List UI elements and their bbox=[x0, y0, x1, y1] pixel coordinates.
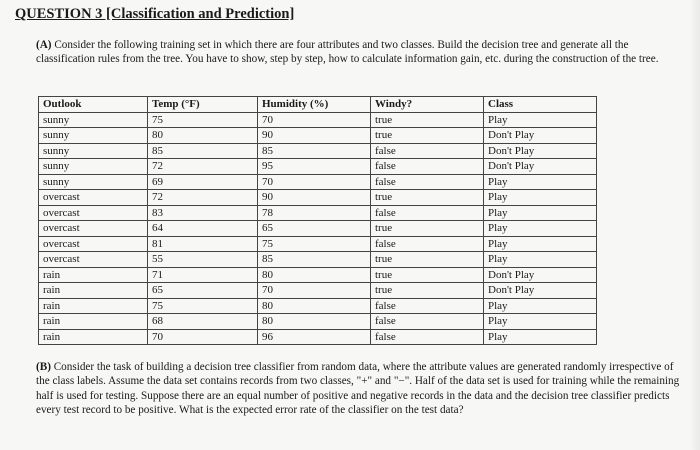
cell-temp: 69 bbox=[148, 174, 258, 190]
table-row bbox=[39, 283, 597, 299]
cell-temp: 70 bbox=[148, 329, 258, 345]
question-title: QUESTION 3 [Classification and Prediction] bbox=[15, 6, 295, 22]
table-row bbox=[39, 221, 597, 237]
cell-temp: 64 bbox=[148, 221, 258, 237]
cell-humidity: 95 bbox=[258, 159, 371, 175]
cell-outlook: overcast bbox=[39, 205, 148, 221]
cell-windy: false bbox=[371, 298, 484, 314]
cell-temp: 83 bbox=[148, 205, 258, 221]
cell-temp: 85 bbox=[148, 143, 258, 159]
table-row bbox=[39, 236, 597, 252]
cell-windy: false bbox=[371, 143, 484, 159]
cell-humidity: 70 bbox=[258, 174, 371, 190]
table-row bbox=[39, 298, 597, 314]
cell-class: Don't Play bbox=[484, 143, 597, 159]
part-b-text: Consider the task of building a decision tree classifier from random data, where the attribute values are generated randomly irrespective of the class labels. Assume the data set contains records from two classes, "+" and "−". Half of the data set is used for training while the remaining half is used for testing. Suppose there are an equal number of positive and negative records in the data and the decision tree classifier predicts every test record to be positive. What is the expected error rate of the classifier on the test data? bbox=[36, 361, 680, 417]
part-a-label: (A) bbox=[36, 39, 52, 51]
cell-class: Don't Play bbox=[484, 267, 597, 283]
table-row bbox=[39, 329, 597, 345]
cell-class: Play bbox=[484, 174, 597, 190]
cell-class: Play bbox=[484, 298, 597, 314]
cell-humidity: 78 bbox=[258, 205, 371, 221]
cell-humidity: 80 bbox=[258, 267, 371, 283]
cell-temp: 71 bbox=[148, 267, 258, 283]
cell-windy: true bbox=[371, 267, 484, 283]
table-row bbox=[39, 159, 597, 175]
cell-class: Don't Play bbox=[484, 283, 597, 299]
cell-windy: true bbox=[371, 221, 484, 237]
header-outlook: Outlook bbox=[39, 97, 148, 113]
cell-outlook: sunny bbox=[39, 143, 148, 159]
header-class: Class bbox=[484, 97, 597, 113]
cell-humidity: 75 bbox=[258, 236, 371, 252]
table-row bbox=[39, 205, 597, 221]
cell-outlook: rain bbox=[39, 314, 148, 330]
part-a-text: Consider the following training set in which there are four attributes and two classes. Build the decision tree and generate all the classification rules from the tree. You have to show, step by step, how to calculate information gain, etc. during the construction of the tree. bbox=[36, 39, 659, 66]
cell-class: Play bbox=[484, 112, 597, 128]
cell-outlook: rain bbox=[39, 267, 148, 283]
cell-outlook: overcast bbox=[39, 190, 148, 206]
table-body bbox=[39, 112, 597, 345]
cell-class: Play bbox=[484, 205, 597, 221]
table-row bbox=[39, 252, 597, 268]
header-temp: Temp (°F) bbox=[148, 97, 258, 113]
header-humidity: Humidity (%) bbox=[258, 97, 371, 113]
cell-temp: 75 bbox=[148, 298, 258, 314]
cell-windy: false bbox=[371, 174, 484, 190]
part-b-label: (B) bbox=[36, 361, 51, 373]
cell-humidity: 80 bbox=[258, 298, 371, 314]
training-set-table bbox=[38, 96, 597, 345]
cell-temp: 75 bbox=[148, 112, 258, 128]
cell-humidity: 90 bbox=[258, 190, 371, 206]
cell-humidity: 90 bbox=[258, 128, 371, 144]
cell-class: Play bbox=[484, 236, 597, 252]
cell-temp: 81 bbox=[148, 236, 258, 252]
cell-outlook: sunny bbox=[39, 112, 148, 128]
cell-humidity: 85 bbox=[258, 252, 371, 268]
cell-outlook: overcast bbox=[39, 221, 148, 237]
cell-humidity: 70 bbox=[258, 112, 371, 128]
cell-windy: false bbox=[371, 314, 484, 330]
cell-outlook: sunny bbox=[39, 174, 148, 190]
cell-humidity: 70 bbox=[258, 283, 371, 299]
cell-temp: 65 bbox=[148, 283, 258, 299]
cell-class: Play bbox=[484, 221, 597, 237]
cell-temp: 72 bbox=[148, 190, 258, 206]
table-row bbox=[39, 128, 597, 144]
cell-windy: true bbox=[371, 128, 484, 144]
cell-outlook: rain bbox=[39, 298, 148, 314]
cell-windy: false bbox=[371, 236, 484, 252]
cell-windy: false bbox=[371, 159, 484, 175]
cell-windy: true bbox=[371, 190, 484, 206]
page-edge-shadow bbox=[690, 0, 700, 450]
cell-class: Play bbox=[484, 252, 597, 268]
cell-windy: false bbox=[371, 205, 484, 221]
cell-temp: 55 bbox=[148, 252, 258, 268]
cell-humidity: 80 bbox=[258, 314, 371, 330]
cell-humidity: 65 bbox=[258, 221, 371, 237]
cell-windy: true bbox=[371, 112, 484, 128]
cell-outlook: sunny bbox=[39, 159, 148, 175]
cell-outlook: rain bbox=[39, 283, 148, 299]
table-row bbox=[39, 143, 597, 159]
table-row bbox=[39, 314, 597, 330]
cell-temp: 68 bbox=[148, 314, 258, 330]
cell-class: Don't Play bbox=[484, 128, 597, 144]
cell-humidity: 96 bbox=[258, 329, 371, 345]
cell-class: Play bbox=[484, 190, 597, 206]
cell-temp: 72 bbox=[148, 159, 258, 175]
cell-outlook: overcast bbox=[39, 252, 148, 268]
table-row bbox=[39, 174, 597, 190]
cell-windy: false bbox=[371, 329, 484, 345]
cell-outlook: overcast bbox=[39, 236, 148, 252]
part-b-paragraph bbox=[36, 360, 684, 418]
table-row bbox=[39, 267, 597, 283]
cell-humidity: 85 bbox=[258, 143, 371, 159]
cell-class: Play bbox=[484, 314, 597, 330]
part-a-paragraph bbox=[36, 38, 676, 67]
cell-windy: true bbox=[371, 283, 484, 299]
cell-windy: true bbox=[371, 252, 484, 268]
table-row bbox=[39, 190, 597, 206]
cell-temp: 80 bbox=[148, 128, 258, 144]
cell-class: Don't Play bbox=[484, 159, 597, 175]
table-row bbox=[39, 112, 597, 128]
header-windy: Windy? bbox=[371, 97, 484, 113]
table-header-row bbox=[39, 97, 597, 113]
cell-outlook: rain bbox=[39, 329, 148, 345]
cell-class: Play bbox=[484, 329, 597, 345]
cell-outlook: sunny bbox=[39, 128, 148, 144]
